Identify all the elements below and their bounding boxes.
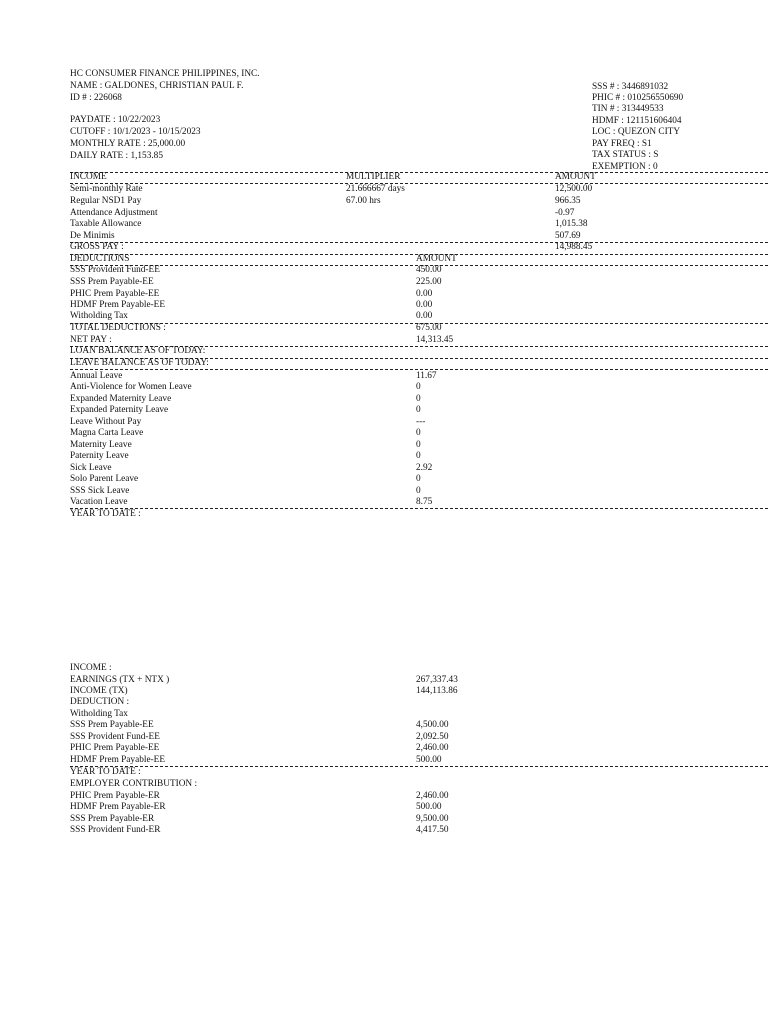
deduction-row-label: SSS Provident Fund-EE: [70, 265, 160, 275]
income-row-amount: 507.69: [555, 231, 581, 241]
gross-pay-label: GROSS PAY :: [70, 242, 124, 252]
leave-row-value: 0: [416, 451, 421, 461]
paydate: PAYDATE : 10/22/2023: [70, 115, 161, 125]
leave-row-value: 2.92: [416, 463, 433, 473]
employer-row-value: 4,417.50: [416, 825, 449, 835]
leave-row-label: Leave Without Pay: [70, 417, 142, 427]
ytd-title-2: YEAR TO DATE :: [70, 767, 141, 777]
leave-balance-title: LEAVE BALANCE AS OF TODAY:: [70, 358, 209, 368]
ytd-income-row-value: 267,337.43: [416, 675, 458, 685]
income-row-label: Attendance Adjustment: [70, 208, 158, 218]
leave-row-label: Anti-Violence for Women Leave: [70, 382, 192, 392]
income-row-amount: 966.35: [555, 196, 581, 206]
ytd-deduction-row-value: 2,460.00: [416, 743, 449, 753]
leave-row-value: 0: [416, 382, 421, 392]
total-deductions-value: 675.00: [416, 323, 442, 333]
net-pay-value: 14,313.45: [416, 335, 454, 345]
divider: [70, 508, 768, 509]
employer-row-label: HDMF Prem Payable-ER: [70, 802, 166, 812]
leave-row-label: Magna Carta Leave: [70, 428, 144, 438]
leave-row-value: 11.67: [416, 371, 437, 381]
deduction-row-amount: 0.00: [416, 289, 433, 299]
ytd-deduction-row-value: 4,500.00: [416, 720, 449, 730]
deduction-row-amount: 450.00: [416, 265, 442, 275]
cutoff: CUTOFF : 10/1/2023 - 10/15/2023: [70, 127, 201, 137]
income-row-label: Regular NSD1 Pay: [70, 196, 142, 206]
income-row-label: Taxable Allowance: [70, 219, 142, 229]
employer-contribution-label: EMPLOYER CONTRIBUTION :: [70, 779, 198, 789]
pay-frequency: PAY FREQ : S1: [592, 139, 652, 149]
deduction-row-amount: 0.00: [416, 300, 433, 310]
gross-pay-value: 14,988.45: [555, 242, 593, 252]
divider: [70, 766, 768, 767]
deduction-row-label: PHIC Prem Payable-EE: [70, 289, 160, 299]
leave-row-label: SSS Sick Leave: [70, 486, 130, 496]
leave-row-label: Maternity Leave: [70, 440, 132, 450]
loan-balance-title: LOAN BALANCE AS OF TODAY:: [70, 346, 206, 356]
monthly-rate: MONTHLY RATE : 25,000.00: [70, 139, 186, 149]
deductions-header: DEDUCTIONS: [70, 254, 130, 264]
ytd-deduction-row-label: PHIC Prem Payable-EE: [70, 743, 160, 753]
tin-number: TIN # : 313449533: [592, 104, 664, 114]
ytd-title: YEAR TO DATE :: [70, 509, 141, 519]
employer-row-value: 9,500.00: [416, 814, 449, 824]
leave-row-label: Vacation Leave: [70, 497, 128, 507]
leave-row-value: ---: [416, 417, 426, 427]
deduction-row-label: SSS Prem Payable-EE: [70, 277, 154, 287]
ytd-income-row-value: 144,113.86: [416, 686, 458, 696]
hdmf-number: HDMF : 121151606404: [592, 116, 682, 126]
ytd-income-row-label: EARNINGS (TX + NTX ): [70, 675, 170, 685]
ytd-income-row-label: INCOME (TX): [70, 686, 128, 696]
leave-row-label: Annual Leave: [70, 371, 123, 381]
income-row-multiplier: 21.666667 days: [346, 184, 405, 194]
income-row-label: Semi-monthly Rate: [70, 184, 143, 194]
phic-number: PHIC # : 010256550690: [592, 93, 684, 103]
leave-row-label: Expanded Paternity Leave: [70, 405, 169, 415]
ytd-deduction-row-label: SSS Provident Fund-EE: [70, 732, 160, 742]
employer-row-label: SSS Prem Payable-ER: [70, 814, 155, 824]
leave-row-value: 0: [416, 405, 421, 415]
total-deductions-label: TOTAL DEDUCTIONS :: [70, 323, 166, 333]
leave-row-label: Sick Leave: [70, 463, 112, 473]
leave-row-value: 0: [416, 394, 421, 404]
leave-row-label: Paternity Leave: [70, 451, 129, 461]
employer-row-label: SSS Provident Fund-ER: [70, 825, 161, 835]
ytd-deduction-row-label: Witholding Tax: [70, 709, 128, 719]
employee-name: NAME : GALDONES, CHRISTIAN PAUL F.: [70, 81, 244, 91]
leave-row-value: 0: [416, 428, 421, 438]
deduction-row-label: HDMF Prem Payable-EE: [70, 300, 166, 310]
employee-id: ID # : 226068: [70, 93, 122, 103]
deduction-row-label: Witholding Tax: [70, 311, 128, 321]
leave-row-label: Expanded Maternity Leave: [70, 394, 172, 404]
divider: [70, 369, 768, 370]
location: LOC : QUEZON CITY: [592, 127, 681, 137]
income-row-amount: 12,500.00: [555, 184, 593, 194]
income-row-multiplier: 67.00 hrs: [346, 196, 381, 206]
ytd-deduction-row-label: HDMF Prem Payable-EE: [70, 755, 166, 765]
ytd-income-label: INCOME :: [70, 663, 112, 673]
company-name: HC CONSUMER FINANCE PHILIPPINES, INC.: [70, 69, 260, 79]
net-pay-label: NET PAY :: [70, 335, 112, 345]
ytd-deduction-row-value: 500.00: [416, 755, 442, 765]
deduction-row-amount: 0.00: [416, 311, 433, 321]
ytd-deduction-row-label: SSS Prem Payable-EE: [70, 720, 154, 730]
tax-status: TAX STATUS : S: [592, 150, 659, 160]
leave-row-value: 0: [416, 440, 421, 450]
leave-row-value: 0: [416, 474, 421, 484]
deduction-row-amount: 225.00: [416, 277, 442, 287]
multiplier-header: MULTIPLIER: [346, 172, 401, 182]
leave-row-value: 8.75: [416, 497, 433, 507]
deductions-amount-header: AMOUNT: [416, 254, 457, 264]
income-amount-header: AMOUNT: [555, 172, 596, 182]
ytd-deduction-row-value: 2,092.50: [416, 732, 449, 742]
employer-row-label: PHIC Prem Payable-ER: [70, 791, 160, 801]
divider: [70, 183, 768, 184]
divider: [70, 172, 768, 173]
income-row-amount: 1,015.38: [555, 219, 588, 229]
ytd-deduction-label: DEDUCTION :: [70, 697, 130, 707]
income-header: INCOME: [70, 172, 107, 182]
sss-number: SSS # : 3446891032: [592, 82, 669, 92]
income-row-amount: -0.97: [555, 208, 575, 218]
exemption: EXEMPTION : 0: [592, 162, 658, 172]
employer-row-value: 2,460.00: [416, 791, 449, 801]
divider: [70, 242, 768, 243]
employer-row-value: 500.00: [416, 802, 442, 812]
income-row-label: De Minimis: [70, 231, 115, 241]
leave-row-value: 0: [416, 486, 421, 496]
daily-rate: DAILY RATE : 1,153.85: [70, 151, 163, 161]
leave-row-label: Solo Parent Leave: [70, 474, 139, 484]
